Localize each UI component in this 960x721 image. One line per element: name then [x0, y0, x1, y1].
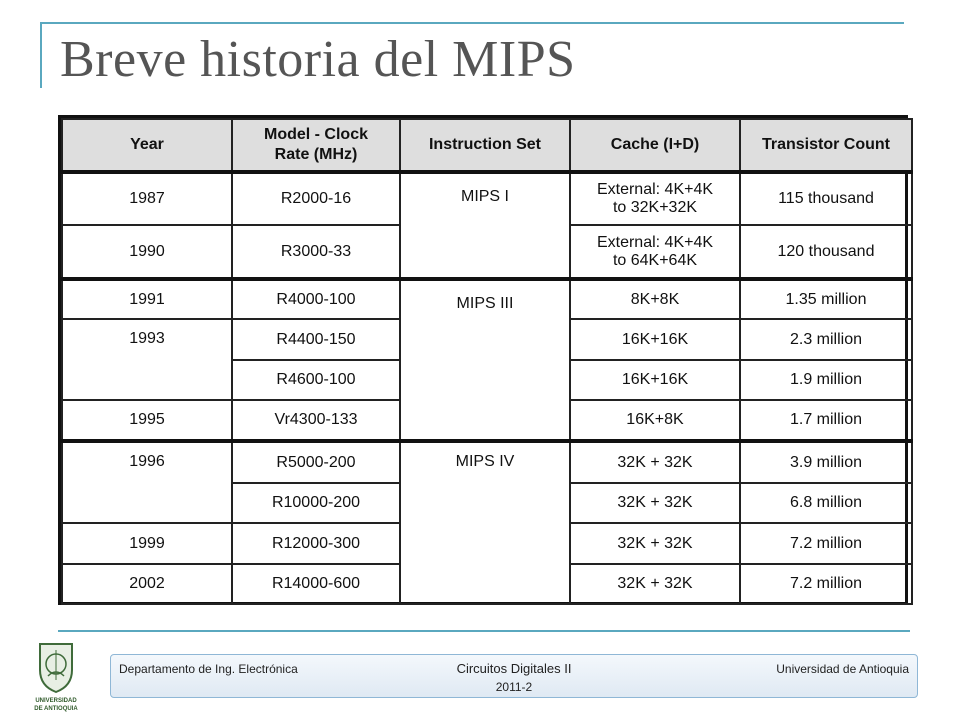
- cell-cache: 32K + 32K: [570, 523, 740, 564]
- cell-transistors: 115 thousand: [740, 172, 912, 225]
- cell-transistors: 1.9 million: [740, 360, 912, 400]
- table-row: [62, 441, 912, 483]
- footer-course: Circuitos Digitales II: [456, 661, 572, 676]
- footer-term: 2011-2: [495, 680, 533, 694]
- cell-cache: 16K+16K: [570, 319, 740, 360]
- cell-model: R4400-150: [232, 319, 400, 360]
- mips-history-table: [58, 115, 908, 605]
- cell-year: 1996: [62, 441, 232, 523]
- cell-transistors: 3.9 million: [740, 441, 912, 483]
- cell-cache-line2: to 64K+64K: [612, 251, 698, 269]
- cell-cache: 32K + 32K: [570, 564, 740, 604]
- cell-year: 2002: [62, 564, 232, 604]
- header-year: Year: [62, 119, 232, 172]
- cell-year: 1993: [62, 319, 232, 400]
- cell-cache: [570, 225, 740, 279]
- footer-bar: [110, 654, 918, 698]
- cell-model: R2000-16: [232, 172, 400, 225]
- cell-instruction-set: MIPS III: [400, 279, 570, 441]
- cell-cache-line1: External: 4K+4K: [596, 181, 714, 198]
- cell-model: R4000-100: [232, 279, 400, 319]
- slide-title: Breve historia del MIPS: [60, 31, 576, 88]
- cell-transistors: 120 thousand: [740, 225, 912, 279]
- header-model-line1: Model - Clock: [263, 126, 368, 143]
- cell-model: R10000-200: [232, 483, 400, 523]
- cell-transistors: 1.7 million: [740, 400, 912, 441]
- cell-cache: 8K+8K: [570, 279, 740, 319]
- footer-department: Departamento de Ing. Electrónica: [119, 662, 298, 676]
- cell-cache-line1: External: 4K+4K: [596, 233, 714, 251]
- table-header-row: [62, 119, 912, 172]
- cell-year: 1991: [62, 279, 232, 319]
- cell-model: R14000-600: [232, 564, 400, 604]
- cell-model: R4600-100: [232, 360, 400, 400]
- cell-model: R12000-300: [232, 523, 400, 564]
- cell-cache: 32K + 32K: [570, 483, 740, 523]
- cell-year: 1987: [62, 172, 232, 225]
- header-instruction-set: Instruction Set: [400, 119, 570, 172]
- cell-cache: [570, 172, 740, 225]
- cell-instruction-set: MIPS IV: [400, 441, 570, 604]
- table-row: [62, 279, 912, 319]
- cell-instruction-set: MIPS I: [400, 172, 570, 279]
- cell-cache: 32K + 32K: [570, 441, 740, 483]
- logo-text-1: UNIVERSIDAD: [35, 698, 77, 704]
- cell-transistors: 7.2 million: [740, 523, 912, 564]
- header-model: [232, 119, 400, 172]
- university-crest-icon: [34, 640, 78, 716]
- cell-transistors: 2.3 million: [740, 319, 912, 360]
- cell-year: 1999: [62, 523, 232, 564]
- header-model-line2: Rate (MHz): [274, 146, 358, 163]
- footer-university: Universidad de Antioquia: [776, 662, 909, 676]
- bottom-accent-line: [58, 630, 910, 632]
- top-accent-line: [40, 22, 904, 24]
- logo-text-2: DE ANTIOQUIA: [34, 706, 78, 712]
- cell-model: Vr4300-133: [232, 400, 400, 441]
- cell-transistors: 1.35 million: [740, 279, 912, 319]
- left-accent-line: [40, 22, 42, 88]
- header-transistor-count: Transistor Count: [740, 119, 912, 172]
- cell-transistors: 6.8 million: [740, 483, 912, 523]
- header-cache: Cache (I+D): [570, 119, 740, 172]
- cell-year: 1995: [62, 400, 232, 441]
- cell-cache-line2: to 32K+32K: [612, 199, 698, 216]
- cell-model: R5000-200: [232, 441, 400, 483]
- cell-model: R3000-33: [232, 225, 400, 279]
- cell-transistors: 7.2 million: [740, 564, 912, 604]
- cell-cache: 16K+16K: [570, 360, 740, 400]
- cell-year: 1990: [62, 225, 232, 279]
- table-row: [62, 172, 912, 225]
- cell-cache: 16K+8K: [570, 400, 740, 441]
